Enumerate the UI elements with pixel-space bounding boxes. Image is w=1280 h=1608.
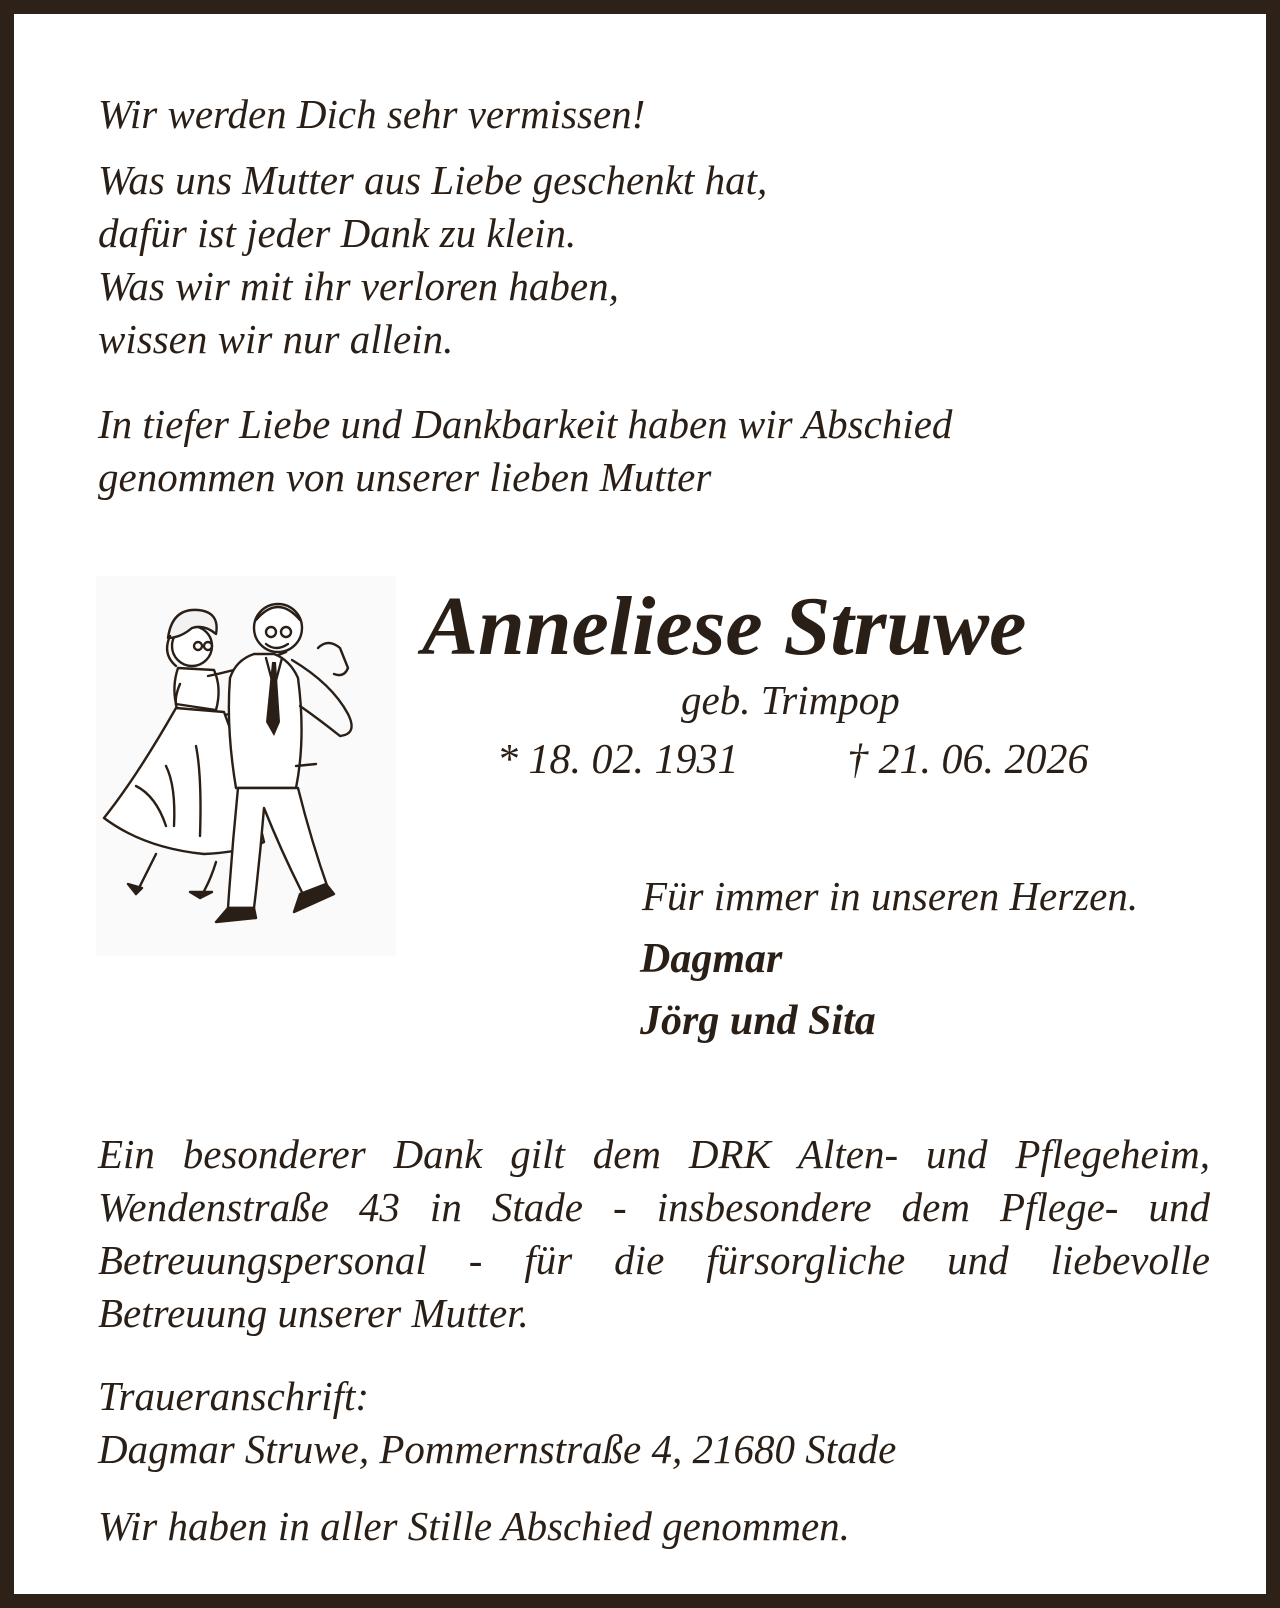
closing-text: Wir haben in aller Stille Abschied genommen. (98, 1503, 850, 1549)
verse-line: Was wir mit ihr verloren haben, (98, 263, 619, 309)
dancing-couple-illustration (96, 576, 396, 956)
farewell-line: Für immer in unseren Herzen. (642, 873, 1139, 919)
verse-line: Was uns Mutter aus Liebe geschenkt hat, (98, 157, 768, 203)
opening-line (98, 88, 645, 141)
thanks-line: Betreuung unserer Mutter. (98, 1290, 529, 1336)
mourner-name: Dagmar (640, 936, 783, 982)
verse-line: wissen wir nur allein. (98, 316, 454, 362)
birth-name: geb. Trimpop (681, 677, 900, 723)
deceased-name: Anneliese Struwe (422, 580, 1027, 673)
thanks-line: Betreuungspersonal - für die fürsorgliche und liebevolle (98, 1237, 1210, 1283)
thanks-paragraph (98, 1128, 1210, 1340)
thanks-line: Ein besonderer Dank gilt dem DRK Alten- und Pflegeheim, (98, 1131, 1210, 1177)
verse-line: dafür ist jeder Dank zu klein. (98, 210, 577, 256)
intro-paragraph (98, 398, 952, 504)
birth-date: * 18. 02. 1931 (497, 737, 739, 783)
address-value: Dagmar Struwe, Pommernstraße 4, 21680 Stade (98, 1426, 897, 1472)
opening-text: Wir werden Dich sehr vermissen! (98, 91, 646, 137)
memorial-verse (98, 154, 767, 366)
closing-line (98, 1500, 850, 1553)
mourner-name: Jörg und Sita (640, 998, 876, 1044)
mourning-address (98, 1370, 896, 1476)
intro-line: genommen von unserer lieben Mutter (98, 454, 712, 500)
thanks-line: Wendenstraße 43 in Stade - insbesondere dem Pflege- und (98, 1184, 1210, 1230)
death-date: † 21. 06. 2026 (847, 737, 1089, 783)
intro-line: In tiefer Liebe und Dankbarkeit haben wir Abschied (98, 401, 953, 447)
address-label: Traueranschrift: (98, 1373, 370, 1419)
